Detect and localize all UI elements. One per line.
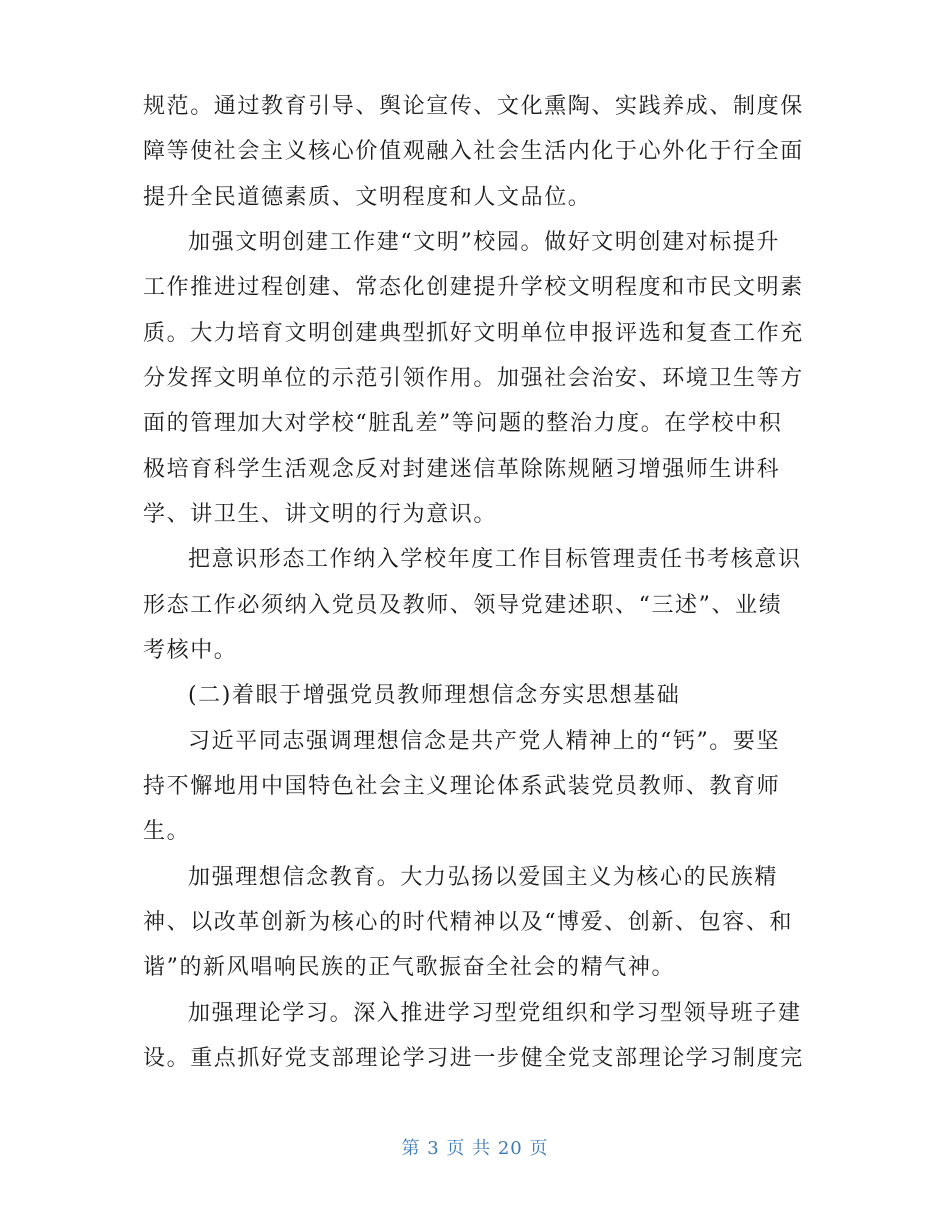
body-line: 形态工作必须纳入党员及教师、领导党建述职、“三述”、业绩: [143, 593, 783, 618]
body-line: 障等使社会主义核心价值观融入社会生活内化于心外化于行全面: [143, 139, 804, 164]
body-line: 设。重点抓好党支部理论学习进一步健全党支部理论学习制度完: [143, 1046, 804, 1071]
body-line: 考核中。: [143, 638, 238, 663]
body-line: 极培育科学生活观念反对封建迷信革除陈规陋习增强师生讲科: [143, 457, 781, 482]
body-line: 学、讲卫生、讲文明的行为意识。: [143, 502, 498, 527]
body-line: 生。: [143, 819, 191, 844]
section-heading: (二)着眼于增强党员教师理想信念夯实思想基础: [188, 683, 681, 708]
body-line: 持不懈地用中国特色社会主义理论体系武装党员教师、教育师: [143, 774, 781, 799]
body-line: 规范。通过教育引导、舆论宣传、文化熏陶、实践养成、制度保: [143, 94, 804, 119]
paragraph-first-line: 加强文明创建工作建“文明”校园。做好文明创建对标提升: [188, 230, 781, 255]
paragraph-first-line: 习近平同志强调理想信念是共产党人精神上的“钙”。要坚: [188, 729, 781, 754]
body-line: 神、以改革创新为核心的时代精神以及“博爱、创新、包容、和: [143, 910, 794, 935]
body-line: 面的管理加大对学校“脏乱差”等问题的整治力度。在学校中积: [143, 411, 783, 436]
paragraph-first-line: 加强理论学习。深入推进学习型党组织和学习型领导班子建: [188, 1001, 802, 1026]
page-number-footer: 第 3 页 共 20 页: [401, 1138, 549, 1159]
body-line: 谐”的新风唱响民族的正气歌振奋全社会的精气神。: [143, 955, 676, 980]
body-line: 质。大力培育文明创建典型抓好文明单位申报评选和复查工作充: [143, 321, 804, 346]
body-line: 工作推进过程创建、常态化创建提升学校文明程度和市民文明素: [143, 275, 804, 300]
body-line: 分发挥文明单位的示范引领作用。加强社会治安、环境卫生等方: [143, 366, 804, 391]
paragraph-first-line: 加强理想信念教育。大力弘扬以爱国主义为核心的民族精: [188, 865, 779, 890]
paragraph-first-line: 把意识形态工作纳入学校年度工作目标管理责任书考核意识: [188, 547, 802, 572]
body-line: 提升全民道德素质、文明程度和人文品位。: [143, 185, 592, 210]
